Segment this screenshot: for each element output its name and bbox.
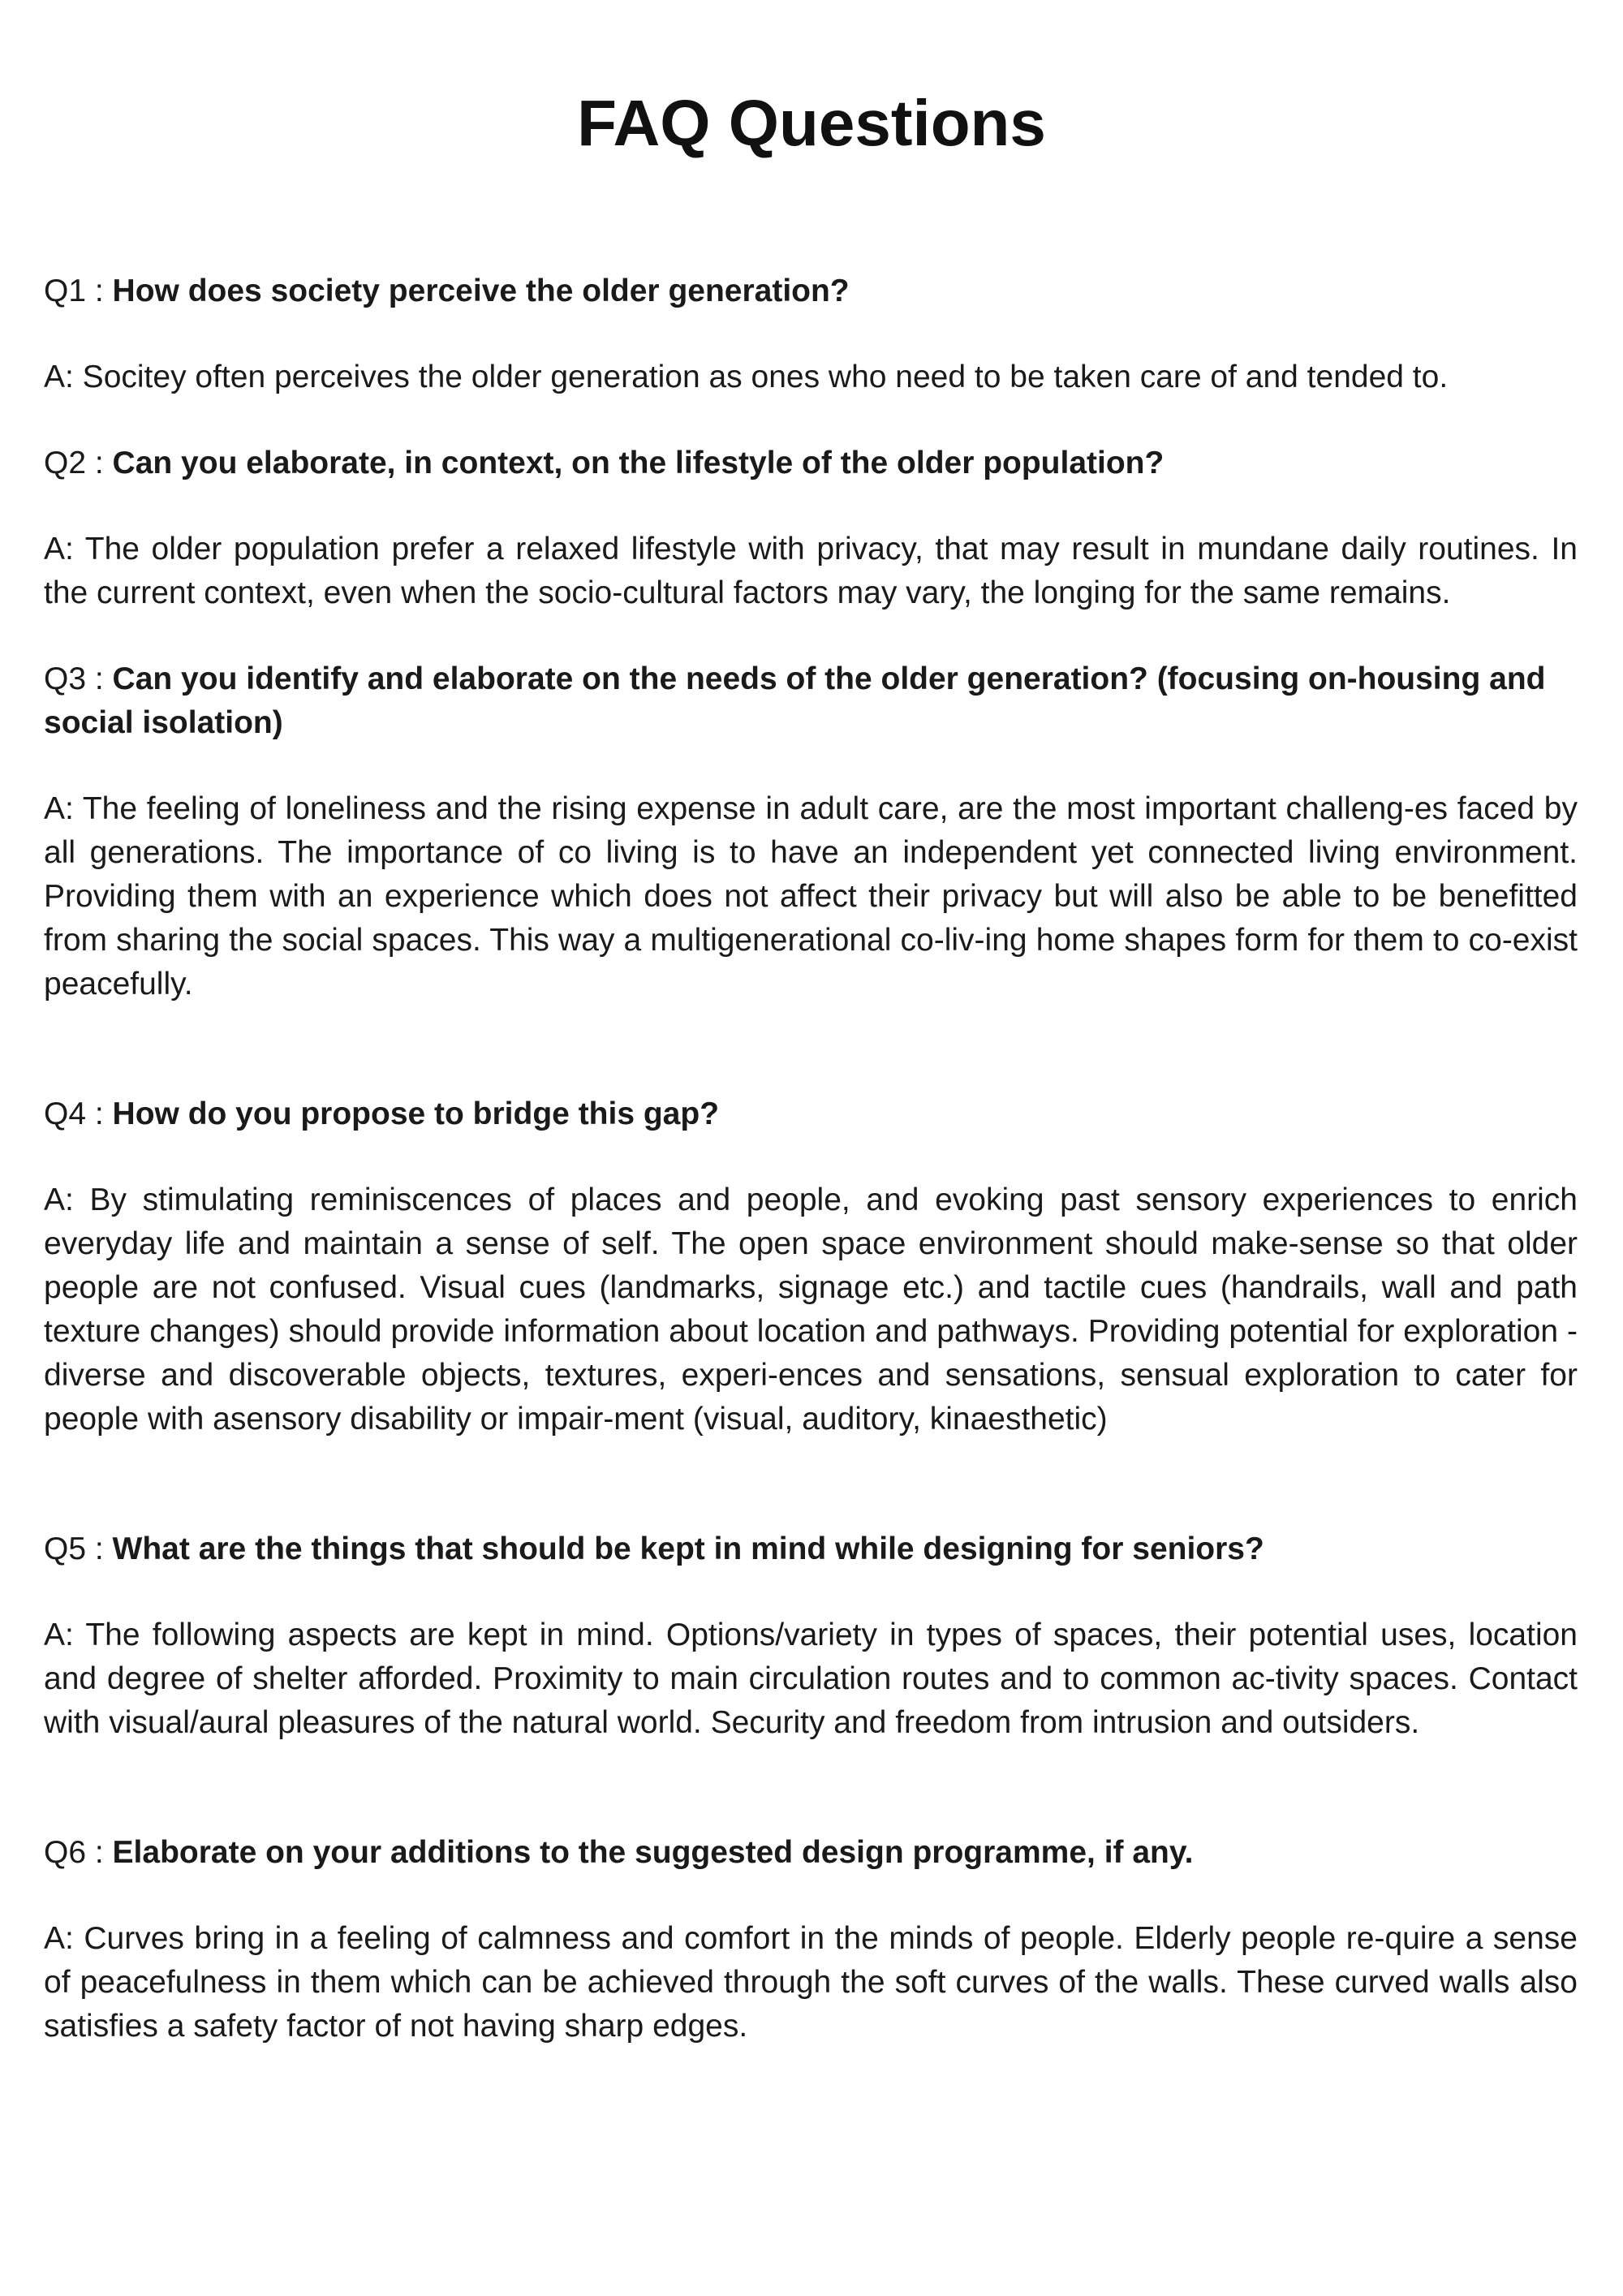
faq-item-4 (44, 1092, 1578, 1441)
faq-item-6 (44, 1831, 1578, 2048)
page-title: FAQ Questions (577, 87, 1046, 159)
faq-item-2 (44, 442, 1578, 615)
question-label: Q5 : (44, 1531, 113, 1566)
faq-question-1 (44, 269, 1578, 313)
faq-item-1 (44, 269, 1578, 399)
faq-answer-1: A: Socitey often perceives the older generation as ones who need to be taken care of and tended to. (44, 360, 1449, 394)
question-text: What are the things that should be kept in mind while designing for seniors? (112, 1531, 1264, 1566)
question-text: How does society perceive the older generation? (112, 274, 850, 308)
faq-answer-5: A: The following aspects are kept in mind. Options/variety in types of spaces, their potential uses, location and degree of shelter afforded. Proximity to main circulation routes and to common ac-tivity spaces. Contact with visual/aural pleasures of the natural world. Security and freedom from intrusion and outsiders. (44, 1618, 1578, 1740)
faq-question-2 (44, 442, 1578, 485)
faq-answer-6: A: Curves bring in a feeling of calmness and comfort in the minds of people. Elderly people re-quire a sense of peacefulness in them which can be achieved through the soft curves of the walls. These curved walls also satisfies a safety factor of not having sharp edges. (44, 1921, 1578, 2044)
faq-question-4 (44, 1092, 1578, 1136)
question-label: Q2 : (44, 446, 113, 480)
faq-question-3 (44, 657, 1578, 745)
question-text: Elaborate on your additions to the suggested design programme, if any. (112, 1835, 1194, 1870)
question-label: Q3 : (44, 661, 113, 696)
faq-item-5 (44, 1527, 1578, 1745)
faq-answer-2: A: The older population prefer a relaxed lifestyle with privacy, that may result in mundane daily routines. In the current context, even when the socio-cultural factors may vary, the longing for the same remains. (44, 532, 1578, 610)
faq-answer-4: A: By stimulating reminiscences of places and people, and evoking past sensory experiences to enrich everyday life and maintain a sense of self. The open space environment should make-sense so that older people are not confused. Visual cues (landmarks, signage etc.) and tactile cues (handrails, wall and path texture changes) should provide information about location and pathways. Providing potential for exploration - diverse and discoverable objects, textures, experi-ences and sensations, sensual exploration to cater for people with asensory disability or impair-ment (visual, auditory, kinaesthetic) (44, 1182, 1578, 1437)
question-label: Q4 : (44, 1096, 113, 1131)
faq-question-6 (44, 1831, 1578, 1875)
question-label: Q1 : (44, 274, 113, 308)
faq-answer-3: A: The feeling of loneliness and the rising expense in adult care, are the most important challeng-es faced by all generations. The importance of co living is to have an independent yet connected living environment. Providing them with an experience which does not affect their privacy but will also be able to be benefitted from sharing the social spaces. This way a multigenerational co-liv-ing home shapes form for them to co-exist peacefully. (44, 791, 1578, 1002)
question-text: Can you identify and elaborate on the needs of the older generation? (focusing on-housing and social isolation) (44, 661, 1546, 740)
question-text: Can you elaborate, in context, on the lifestyle of the older population? (112, 446, 1165, 480)
faq-item-3 (44, 657, 1578, 1006)
question-label: Q6 : (44, 1835, 113, 1870)
faq-list (44, 269, 1578, 2048)
faq-question-5 (44, 1527, 1578, 1571)
question-text: How do you propose to bridge this gap? (112, 1096, 720, 1131)
